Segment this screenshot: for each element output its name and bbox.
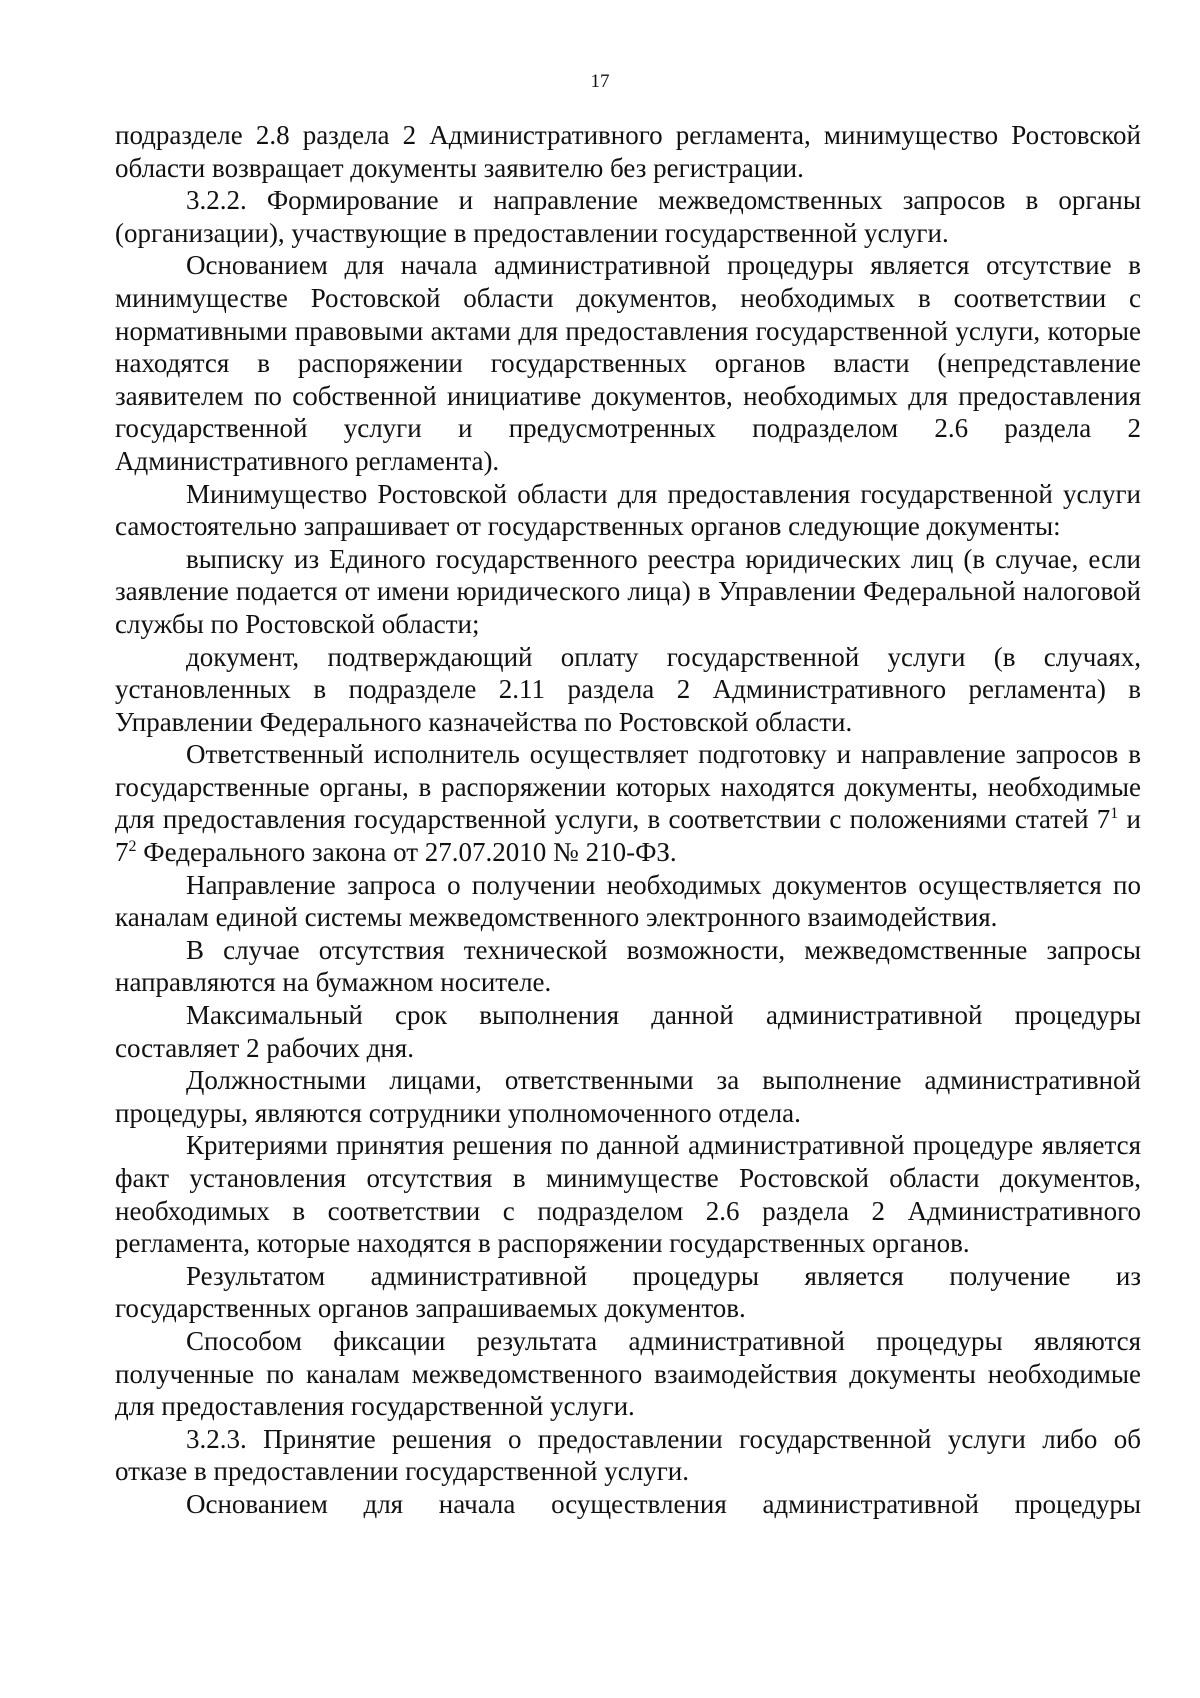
section-heading-3-2-2: 3.2.2. Формирование и направление межведомственных запросов в органы (организации), участвующие в предоставлении государственной услуги. [115, 185, 1141, 248]
paragraph: Направление запроса о получении необходимых документов осуществляется по каналам единой системы межведомственного электронного взаимодействия. [115, 869, 1141, 933]
superscript: 1 [1110, 805, 1119, 823]
paragraph: Основанием для начала осуществления административной процедуры [186, 1488, 1141, 1519]
paragraph: Основанием для начала административной процедуры является отсутствие в минимуществе Ростовской области документов, необходимых в соответствии с нормативными правовыми актами для предоставления государственной услуги, которые находятся в распоряжении государственных органов власти (непредставление заявителем по собственной инициативе документов, необходимых для предоставления государственной услуги и предусмотренных подразделом 2.6 раздела 2 Административного регламента). [115, 250, 1141, 476]
paragraph-text: Ответственный исполнитель осуществляет подготовку и направление запросов в государственные органы, в распоряжении которых находятся документы, необходимые для предоставления государственной услуги, в соответствии с положениями статей 7 [115, 739, 1141, 835]
paragraph: Максимальный срок выполнения данной административной процедуры составляет 2 рабочих дня. [115, 1000, 1141, 1063]
paragraph: Результатом административной процедуры является получение из государственных органов запрашиваемых документов. [115, 1260, 1141, 1324]
section-heading-3-2-3: 3.2.3. Принятие решения о предоставлении государственной услуги либо об отказе в предоставлении государственной услуги. [115, 1423, 1141, 1487]
superscript: 2 [128, 838, 137, 856]
paragraph-text: и 7 [115, 804, 1142, 868]
paragraph: Способом фиксации результата административной процедуры являются полученные по каналам межведомственного взаимодействия документы необходимые для предоставления государственной услуги. [115, 1325, 1141, 1422]
document-body [115, 119, 1141, 1521]
paragraph-text: Федерального закона от 27.07.2010 № 210-ФЗ. [136, 837, 677, 868]
page-number: 17 [590, 71, 610, 92]
paragraph: Критериями принятия решения по данной административной процедуре является факт установления отсутствия в минимуществе Ростовской области документов, необходимых в соответствии с подразделом 2.6 раздела 2 Административного регламента, которые находятся в распоряжении государственных органов. [115, 1130, 1141, 1259]
paragraph: Минимущество Ростовской области для предоставления государственной услуги самостоятельно запрашивает от государственных органов следующие документы: [115, 478, 1141, 542]
list-item: выписку из Единого государственного реестра юридических лиц (в случае, если заявление подается от имени юридического лица) в Управлении Федеральной налоговой службы по Ростовской области; [115, 543, 1141, 639]
list-item: документ, подтверждающий оплату государственной услуги (в случаях, установленных в подразделе 2.11 раздела 2 Административного регламента) в Управлении Федерального казначейства по Ростовской области. [115, 641, 1141, 737]
paragraph: подразделе 2.8 раздела 2 Административного регламента, минимущество Ростовской области возвращает документы заявителю без регистрации. [115, 120, 1141, 183]
paragraph: В случае отсутствия технической возможности, межведомственные запросы направляются на бумажном носителе. [115, 934, 1141, 998]
paragraph-statutes [115, 738, 1141, 868]
paragraph: Должностными лицами, ответственными за выполнение административной процедуры, являются сотрудники уполномоченного отдела. [115, 1065, 1141, 1128]
